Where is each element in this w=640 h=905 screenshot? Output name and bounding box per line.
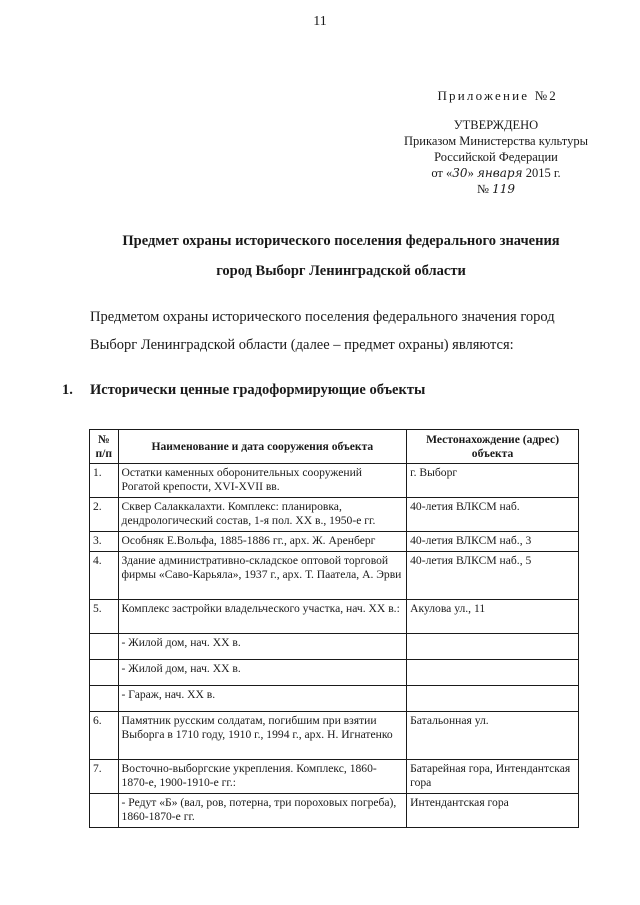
approval-federation-line: Российской Федерации — [434, 150, 558, 164]
row-num: 7. — [90, 760, 119, 794]
number-prefix: № — [477, 182, 493, 196]
approval-number — [398, 181, 594, 197]
approval-heading: УТВЕРЖДЕНО — [453, 118, 539, 132]
row-name: Памятник русским солдатам, погибшим при взятии Выборга в 1710 году, 1910 г., 1994 г., арх. Н. Игнатенко — [118, 712, 407, 760]
row-num: 6. — [90, 712, 119, 760]
header-location: Местонахождение (адрес) объекта — [407, 430, 579, 464]
row-num: 4. — [90, 552, 119, 600]
table-body — [90, 464, 579, 828]
table-row — [90, 464, 579, 498]
row-name: Комплекс застройки владельческого участка, нач. XX в.: — [118, 600, 407, 634]
table-header-row — [90, 430, 579, 464]
row-location: 40-летия ВЛКСМ наб., 3 — [407, 532, 579, 552]
row-location: 40-летия ВЛКСМ наб., 5 — [407, 552, 579, 600]
row-num: 3. — [90, 532, 119, 552]
document-title — [96, 226, 586, 286]
date-day-handwritten: 30 — [452, 166, 468, 180]
table-row — [90, 794, 579, 828]
header-num: № п/п — [90, 430, 119, 464]
row-location — [407, 660, 579, 686]
table-row — [90, 600, 579, 634]
row-name: Особняк Е.Вольфа, 1885-1886 гг., арх. Ж. Аренберг — [118, 532, 407, 552]
date-year: 2015 г. — [522, 166, 561, 180]
row-num: 5. — [90, 600, 119, 634]
header-name: Наименование и дата сооружения объекта — [118, 430, 407, 464]
title-line-1: Предмет охраны исторического поселения федерального значения — [122, 233, 560, 249]
table-row — [90, 760, 579, 794]
number-handwritten: 119 — [492, 182, 515, 196]
row-location: Батарейная гора, Интендантская гора — [407, 760, 579, 794]
row-location: Акулова ул., 11 — [407, 600, 579, 634]
approval-date — [398, 165, 594, 181]
row-name: Восточно-выборгские укрепления. Комплекс, 1860-1870-е, 1900-1910-е гг.: — [118, 760, 407, 794]
row-num — [90, 660, 119, 686]
title-line-2: город Выборг Ленинградской области — [216, 263, 466, 279]
row-name: - Редут «Б» (вал, ров, потерна, три пороховых погреба), 1860-1870-е гг. — [118, 794, 407, 828]
row-name: - Жилой дом, нач. XX в. — [118, 634, 407, 660]
approval-order-line: Приказом Министерства культуры — [404, 134, 588, 148]
section-title: Исторически ценные градоформирующие объекты — [90, 382, 426, 398]
row-location: 40-летия ВЛКСМ наб. — [407, 498, 579, 532]
row-name: - Гараж, нач. XX в. — [118, 686, 407, 712]
row-name: - Жилой дом, нач. XX в. — [118, 660, 407, 686]
row-location: Интендантская гора — [407, 794, 579, 828]
date-month-handwritten: января — [476, 166, 523, 180]
page-number: 11 — [313, 14, 327, 29]
section-number: 1. — [62, 382, 73, 398]
row-location — [407, 634, 579, 660]
table-row — [90, 552, 579, 600]
row-location — [407, 686, 579, 712]
row-num — [90, 686, 119, 712]
row-name: Остатки каменных оборонительных сооружений Рогатой крепости, XVI-XVII вв. — [118, 464, 407, 498]
row-name: Сквер Салаккалахти. Комплекс: планировка, дендрологический состав, 1-я пол. XX в., 1950-е гг. — [118, 498, 407, 532]
row-num: 2. — [90, 498, 119, 532]
row-location: г. Выборг — [407, 464, 579, 498]
intro-paragraph: Предметом охраны исторического поселения федерального значения город Выборг Ленинградской области (далее – предмет охраны) являются: — [90, 309, 555, 353]
date-prefix: от « — [431, 166, 453, 180]
objects-table — [89, 429, 579, 828]
table-row — [90, 532, 579, 552]
date-mid: » — [467, 166, 477, 180]
approval-block — [398, 117, 594, 197]
row-location: Батальонная ул. — [407, 712, 579, 760]
section-heading — [62, 382, 425, 399]
table-row — [90, 498, 579, 532]
row-num — [90, 634, 119, 660]
appendix-label: Приложение №2 — [437, 88, 558, 103]
row-num — [90, 794, 119, 828]
table-row — [90, 712, 579, 760]
row-num: 1. — [90, 464, 119, 498]
table-row — [90, 686, 579, 712]
table-row — [90, 660, 579, 686]
table-row — [90, 634, 579, 660]
row-name: Здание административно-складское оптовой торговой фирмы «Саво-Карьяла», 1937 г., арх. Т. Паатела, А. Эрви — [118, 552, 407, 600]
